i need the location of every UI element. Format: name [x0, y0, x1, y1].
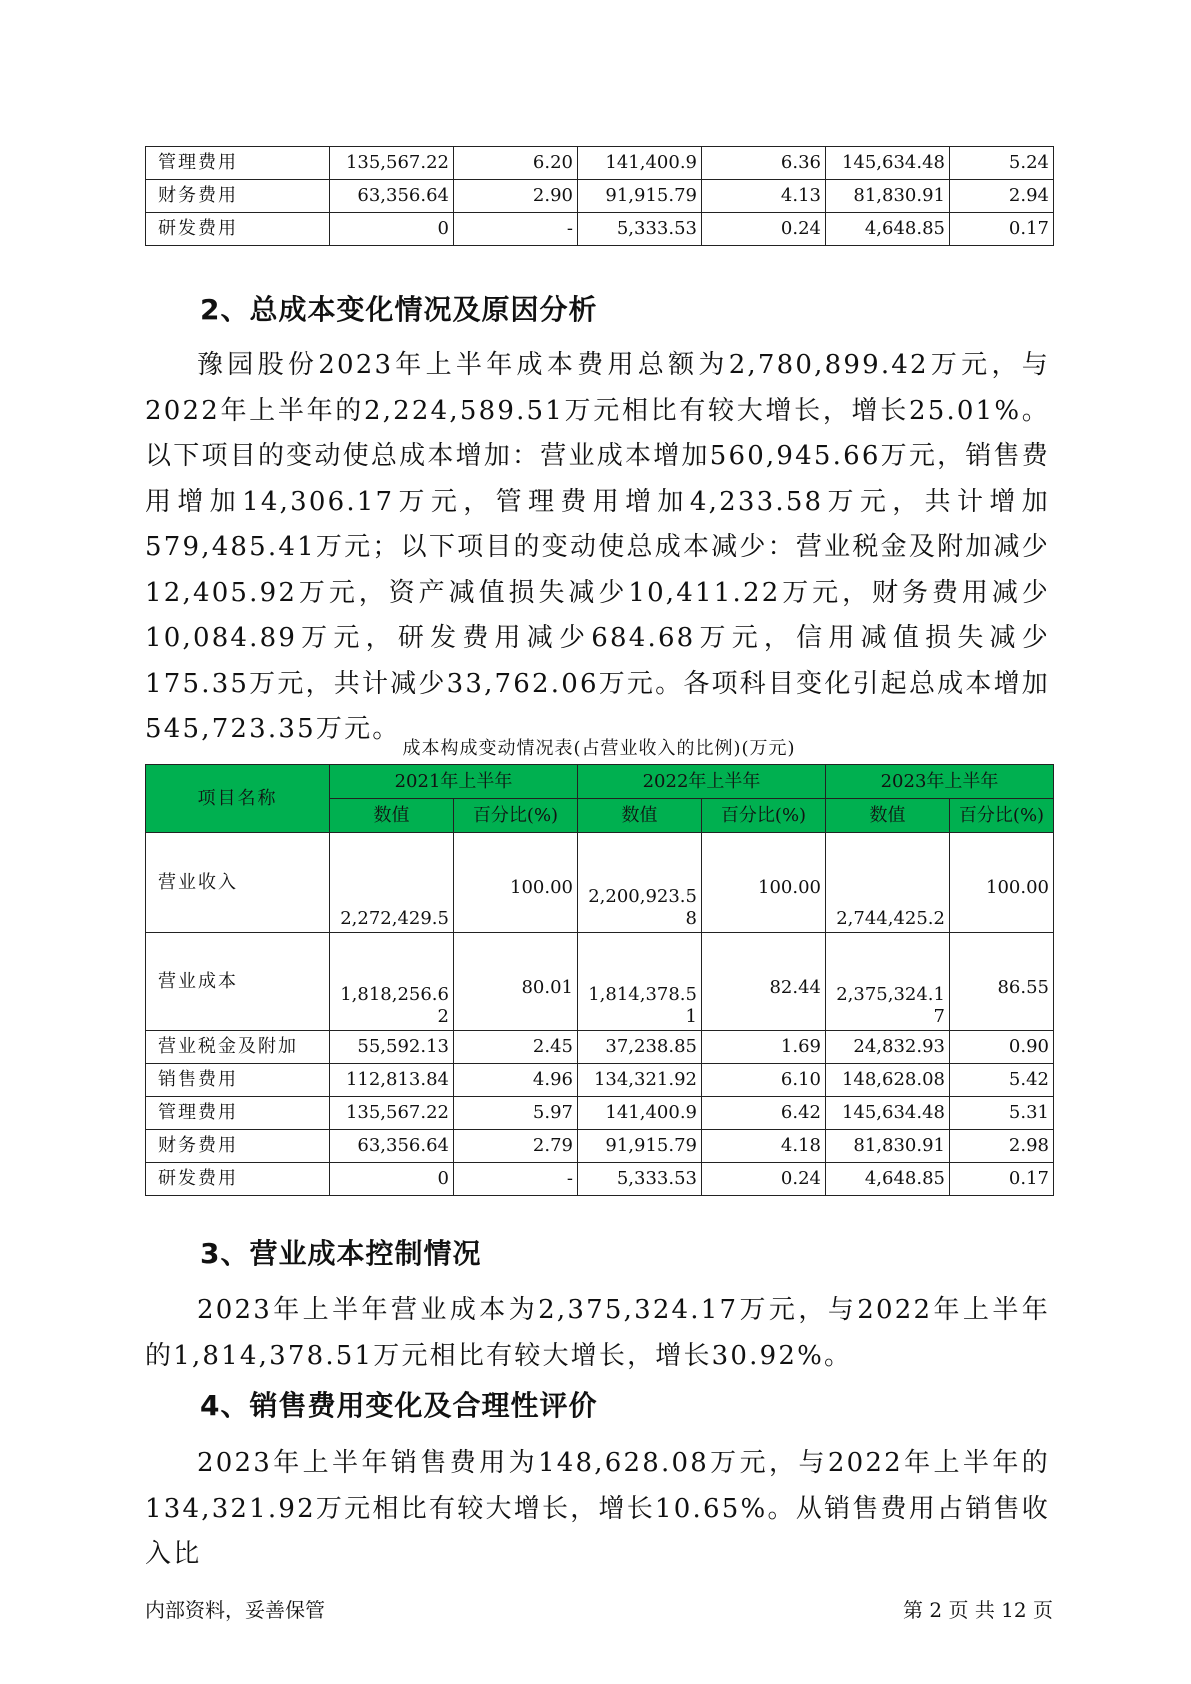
- cell-percent: 5.42: [950, 1064, 1054, 1097]
- cell-value: 81,830.91: [826, 1130, 950, 1163]
- cell-value: 4,648.85: [826, 213, 950, 246]
- row-label: 研发费用: [146, 1163, 330, 1196]
- cell-percent: -: [454, 213, 578, 246]
- cell-percent: 5.31: [950, 1097, 1054, 1130]
- table-row: [146, 180, 1054, 213]
- cell-percent: 100.00: [454, 833, 578, 933]
- section-paragraph: 2023年上半年营业成本为2,375,324.17万元，与2022年上半年的1,814,378.51万元相比有较大增长，增长30.92%。: [145, 1295, 1050, 1371]
- cell-percent: 5.97: [454, 1097, 578, 1130]
- cell-value: 2,200,923.5 8: [578, 833, 702, 933]
- section-heading: 2、总成本变化情况及原因分析: [200, 293, 598, 326]
- cell-value: 0: [330, 1163, 454, 1196]
- cell-value: 63,356.64: [330, 1130, 454, 1163]
- cell-value: 141,400.9: [578, 147, 702, 180]
- row-label: 财务费用: [146, 180, 330, 213]
- header-percent: 百分比(%): [454, 799, 578, 833]
- cell-percent: 2.79: [454, 1130, 578, 1163]
- table-row: [146, 833, 1054, 933]
- row-label: 营业收入: [146, 833, 330, 933]
- cell-value: 24,832.93: [826, 1031, 950, 1064]
- cell-percent: 2.90: [454, 180, 578, 213]
- cell-percent: 1.69: [702, 1031, 826, 1064]
- section-heading: 4、销售费用变化及合理性评价: [200, 1389, 598, 1422]
- cell-value: 112,813.84: [330, 1064, 454, 1097]
- table-row: [146, 933, 1054, 1031]
- cell-value: 145,634.48: [826, 147, 950, 180]
- cell-value: 135,567.22: [330, 147, 454, 180]
- row-label: 财务费用: [146, 1130, 330, 1163]
- cell-percent: 6.42: [702, 1097, 826, 1130]
- section-paragraph: 2023年上半年销售费用为148,628.08万元，与2022年上半年的134,321.92万元相比有较大增长，增长10.65%。从销售费用占销售收入比: [145, 1448, 1050, 1569]
- cell-percent: 6.10: [702, 1064, 826, 1097]
- cell-percent: 2.45: [454, 1031, 578, 1064]
- cell-value: 1,818,256.6 2: [330, 933, 454, 1031]
- cell-percent: 82.44: [702, 933, 826, 1031]
- cell-percent: 6.36: [702, 147, 826, 180]
- table-row: [146, 213, 1054, 246]
- table-row: [146, 147, 1054, 180]
- row-label: 销售费用: [146, 1064, 330, 1097]
- header-value: 数值: [826, 799, 950, 833]
- header-year: 2021年上半年: [330, 765, 578, 799]
- table-row: [146, 1064, 1054, 1097]
- cell-value: 135,567.22: [330, 1097, 454, 1130]
- table-header-row: [146, 765, 1054, 799]
- section-paragraph: 豫园股份2023年上半年成本费用总额为2,780,899.42万元，与2022年上半年的2,224,589.51万元相比有较大增长，增长25.01%。以下项目的变动使总成本增加：营业成本增加560,945.66万元，销售费用增加14,306.17万元，管理费用增加4,233.58万元，共计增加579,485.41万元；以下项目的变动使总成本减少：营业税金及附加减少12,405.92万元，资产减值损失减少10,411.22万元，财务费用减少10,084.89万元，研发费用减少684.68万元，信用减值损失减少175.35万元，共计减少33,762.06万元。各项科目变化引起总成本增加545,723.35万元。: [145, 350, 1050, 744]
- cost-structure-table: [145, 764, 1054, 1196]
- section-heading: 3、营业成本控制情况: [200, 1237, 482, 1270]
- table-row: [146, 1031, 1054, 1064]
- cell-percent: 80.01: [454, 933, 578, 1031]
- cell-percent: -: [454, 1163, 578, 1196]
- header-percent: 百分比(%): [702, 799, 826, 833]
- cell-percent: 0.17: [950, 213, 1054, 246]
- cell-value: 145,634.48: [826, 1097, 950, 1130]
- cell-value: 91,915.79: [578, 180, 702, 213]
- row-label: 营业税金及附加: [146, 1031, 330, 1064]
- header-value: 数值: [578, 799, 702, 833]
- cell-percent: 0.24: [702, 213, 826, 246]
- footer-confidential: 内部资料，妥善保管: [145, 1598, 325, 1622]
- table-row: [146, 1163, 1054, 1196]
- cell-value: 81,830.91: [826, 180, 950, 213]
- cell-value: 2,272,429.5: [330, 833, 454, 933]
- header-item-name: 项目名称: [146, 765, 330, 833]
- cell-value: 148,628.08: [826, 1064, 950, 1097]
- cell-percent: 100.00: [702, 833, 826, 933]
- cell-value: 91,915.79: [578, 1130, 702, 1163]
- header-year: 2022年上半年: [578, 765, 826, 799]
- cell-value: 4,648.85: [826, 1163, 950, 1196]
- table-caption: 成本构成变动情况表(占营业收入的比例)(万元): [402, 738, 796, 759]
- header-value: 数值: [330, 799, 454, 833]
- row-label: 营业成本: [146, 933, 330, 1031]
- cell-percent: 4.18: [702, 1130, 826, 1163]
- cost-table-continued: [145, 146, 1054, 246]
- cell-percent: 100.00: [950, 833, 1054, 933]
- cell-percent: 4.96: [454, 1064, 578, 1097]
- cell-value: 0: [330, 213, 454, 246]
- cell-value: 141,400.9: [578, 1097, 702, 1130]
- header-percent: 百分比(%): [950, 799, 1054, 833]
- cell-value: 55,592.13: [330, 1031, 454, 1064]
- row-label: 管理费用: [146, 147, 330, 180]
- cell-percent: 86.55: [950, 933, 1054, 1031]
- row-label: 管理费用: [146, 1097, 330, 1130]
- cell-value: 63,356.64: [330, 180, 454, 213]
- footer-page-number: 第 2 页 共 12 页: [903, 1598, 1053, 1622]
- cell-value: 134,321.92: [578, 1064, 702, 1097]
- cell-value: 5,333.53: [578, 213, 702, 246]
- cell-value: 37,238.85: [578, 1031, 702, 1064]
- cell-value: 2,744,425.2: [826, 833, 950, 933]
- row-label: 研发费用: [146, 213, 330, 246]
- cell-percent: 0.17: [950, 1163, 1054, 1196]
- cell-percent: 6.20: [454, 147, 578, 180]
- cell-percent: 0.90: [950, 1031, 1054, 1064]
- header-year: 2023年上半年: [826, 765, 1054, 799]
- table-row: [146, 1130, 1054, 1163]
- cell-percent: 2.98: [950, 1130, 1054, 1163]
- cell-value: 5,333.53: [578, 1163, 702, 1196]
- cell-percent: 0.24: [702, 1163, 826, 1196]
- cell-percent: 2.94: [950, 180, 1054, 213]
- table-row: [146, 1097, 1054, 1130]
- cell-value: 1,814,378.5 1: [578, 933, 702, 1031]
- cell-percent: 5.24: [950, 147, 1054, 180]
- cell-percent: 4.13: [702, 180, 826, 213]
- cell-value: 2,375,324.1 7: [826, 933, 950, 1031]
